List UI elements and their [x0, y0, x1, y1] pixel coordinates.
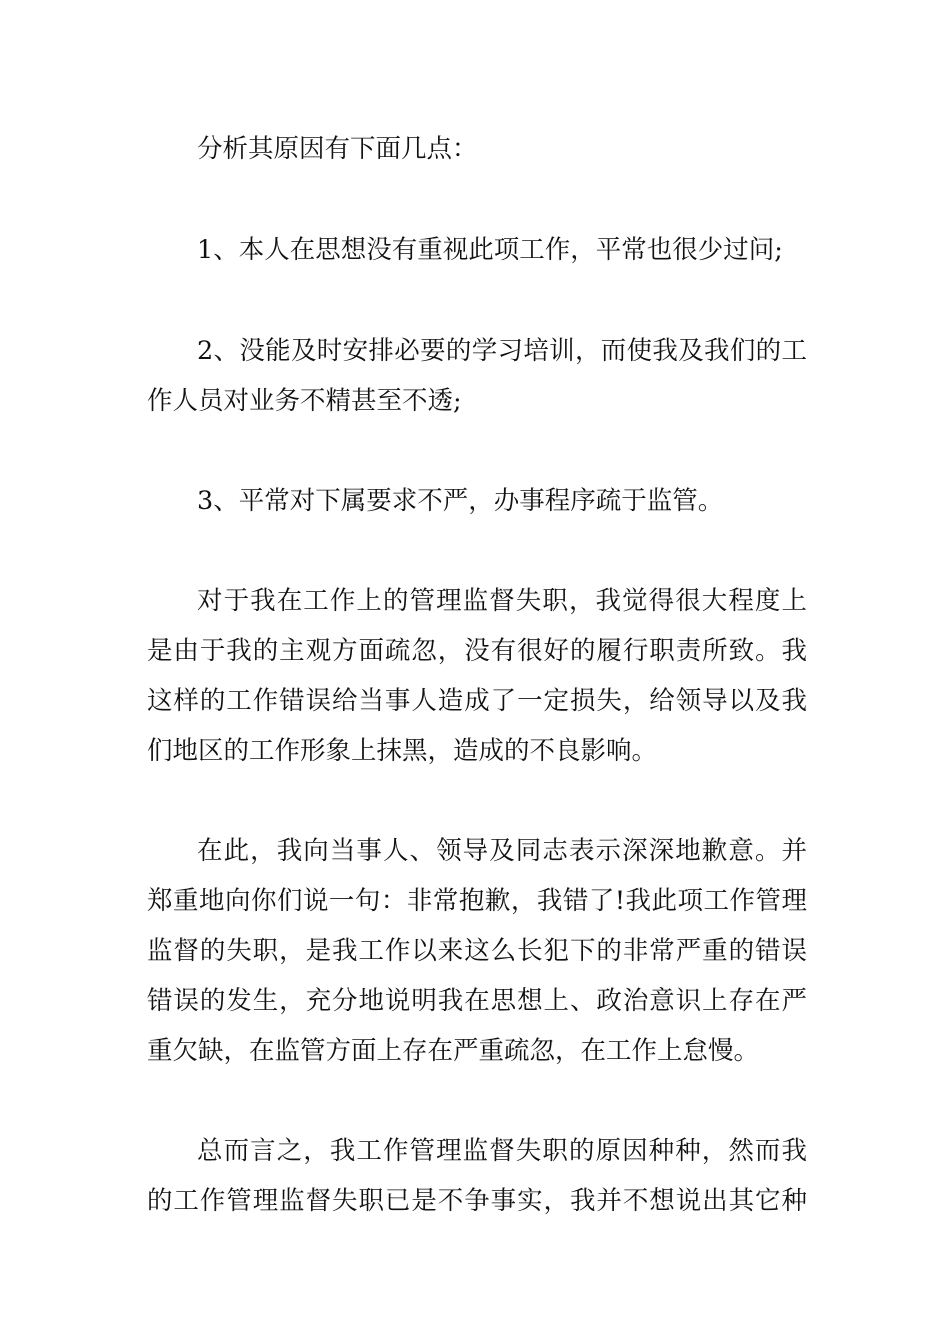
paragraph-line: 错误的发生，充分地说明我在思想上、政治意识上存在严 [147, 986, 807, 1016]
paragraph-line: 的工作管理监督失职已是不争事实，我并不想说出其它种 [147, 1186, 807, 1216]
paragraph-line: 作人员对业务不精甚至不透; [147, 386, 462, 416]
paragraph-line: 2、没能及时安排必要的学习培训，而使我及我们的工 [197, 336, 807, 366]
paragraph-line: 监督的失职，是我工作以来这么长犯下的非常严重的错误 [147, 936, 807, 966]
paragraph-line: 对于我在工作上的管理监督失职，我觉得很大程度上 [197, 586, 807, 616]
paragraph-line: 3、平常对下属要求不严，办事程序疏于监管。 [197, 486, 724, 516]
paragraph-line: 分析其原因有下面几点： [197, 134, 478, 164]
paragraph-line: 重欠缺，在监管方面上存在严重疏忽，在工作上怠慢。 [147, 1036, 760, 1066]
paragraph-line: 1、本人在思想没有重视此项工作，平常也很少过问; [197, 235, 783, 265]
paragraph-line: 是由于我的主观方面疏忽，没有很好的履行职责所致。我 [147, 636, 807, 666]
paragraph-line: 郑重地向你们说一句：非常抱歉，我错了!我此项工作管理 [147, 886, 807, 916]
paragraph-line: 总而言之，我工作管理监督失职的原因种种，然而我 [197, 1136, 807, 1166]
paragraph-line: 们地区的工作形象上抹黑，造成的不良影响。 [147, 736, 658, 766]
paragraph-line: 在此，我向当事人、领导及同志表示深深地歉意。并 [197, 836, 807, 866]
paragraph-line: 这样的工作错误给当事人造成了一定损失，给领导以及我 [147, 686, 807, 716]
